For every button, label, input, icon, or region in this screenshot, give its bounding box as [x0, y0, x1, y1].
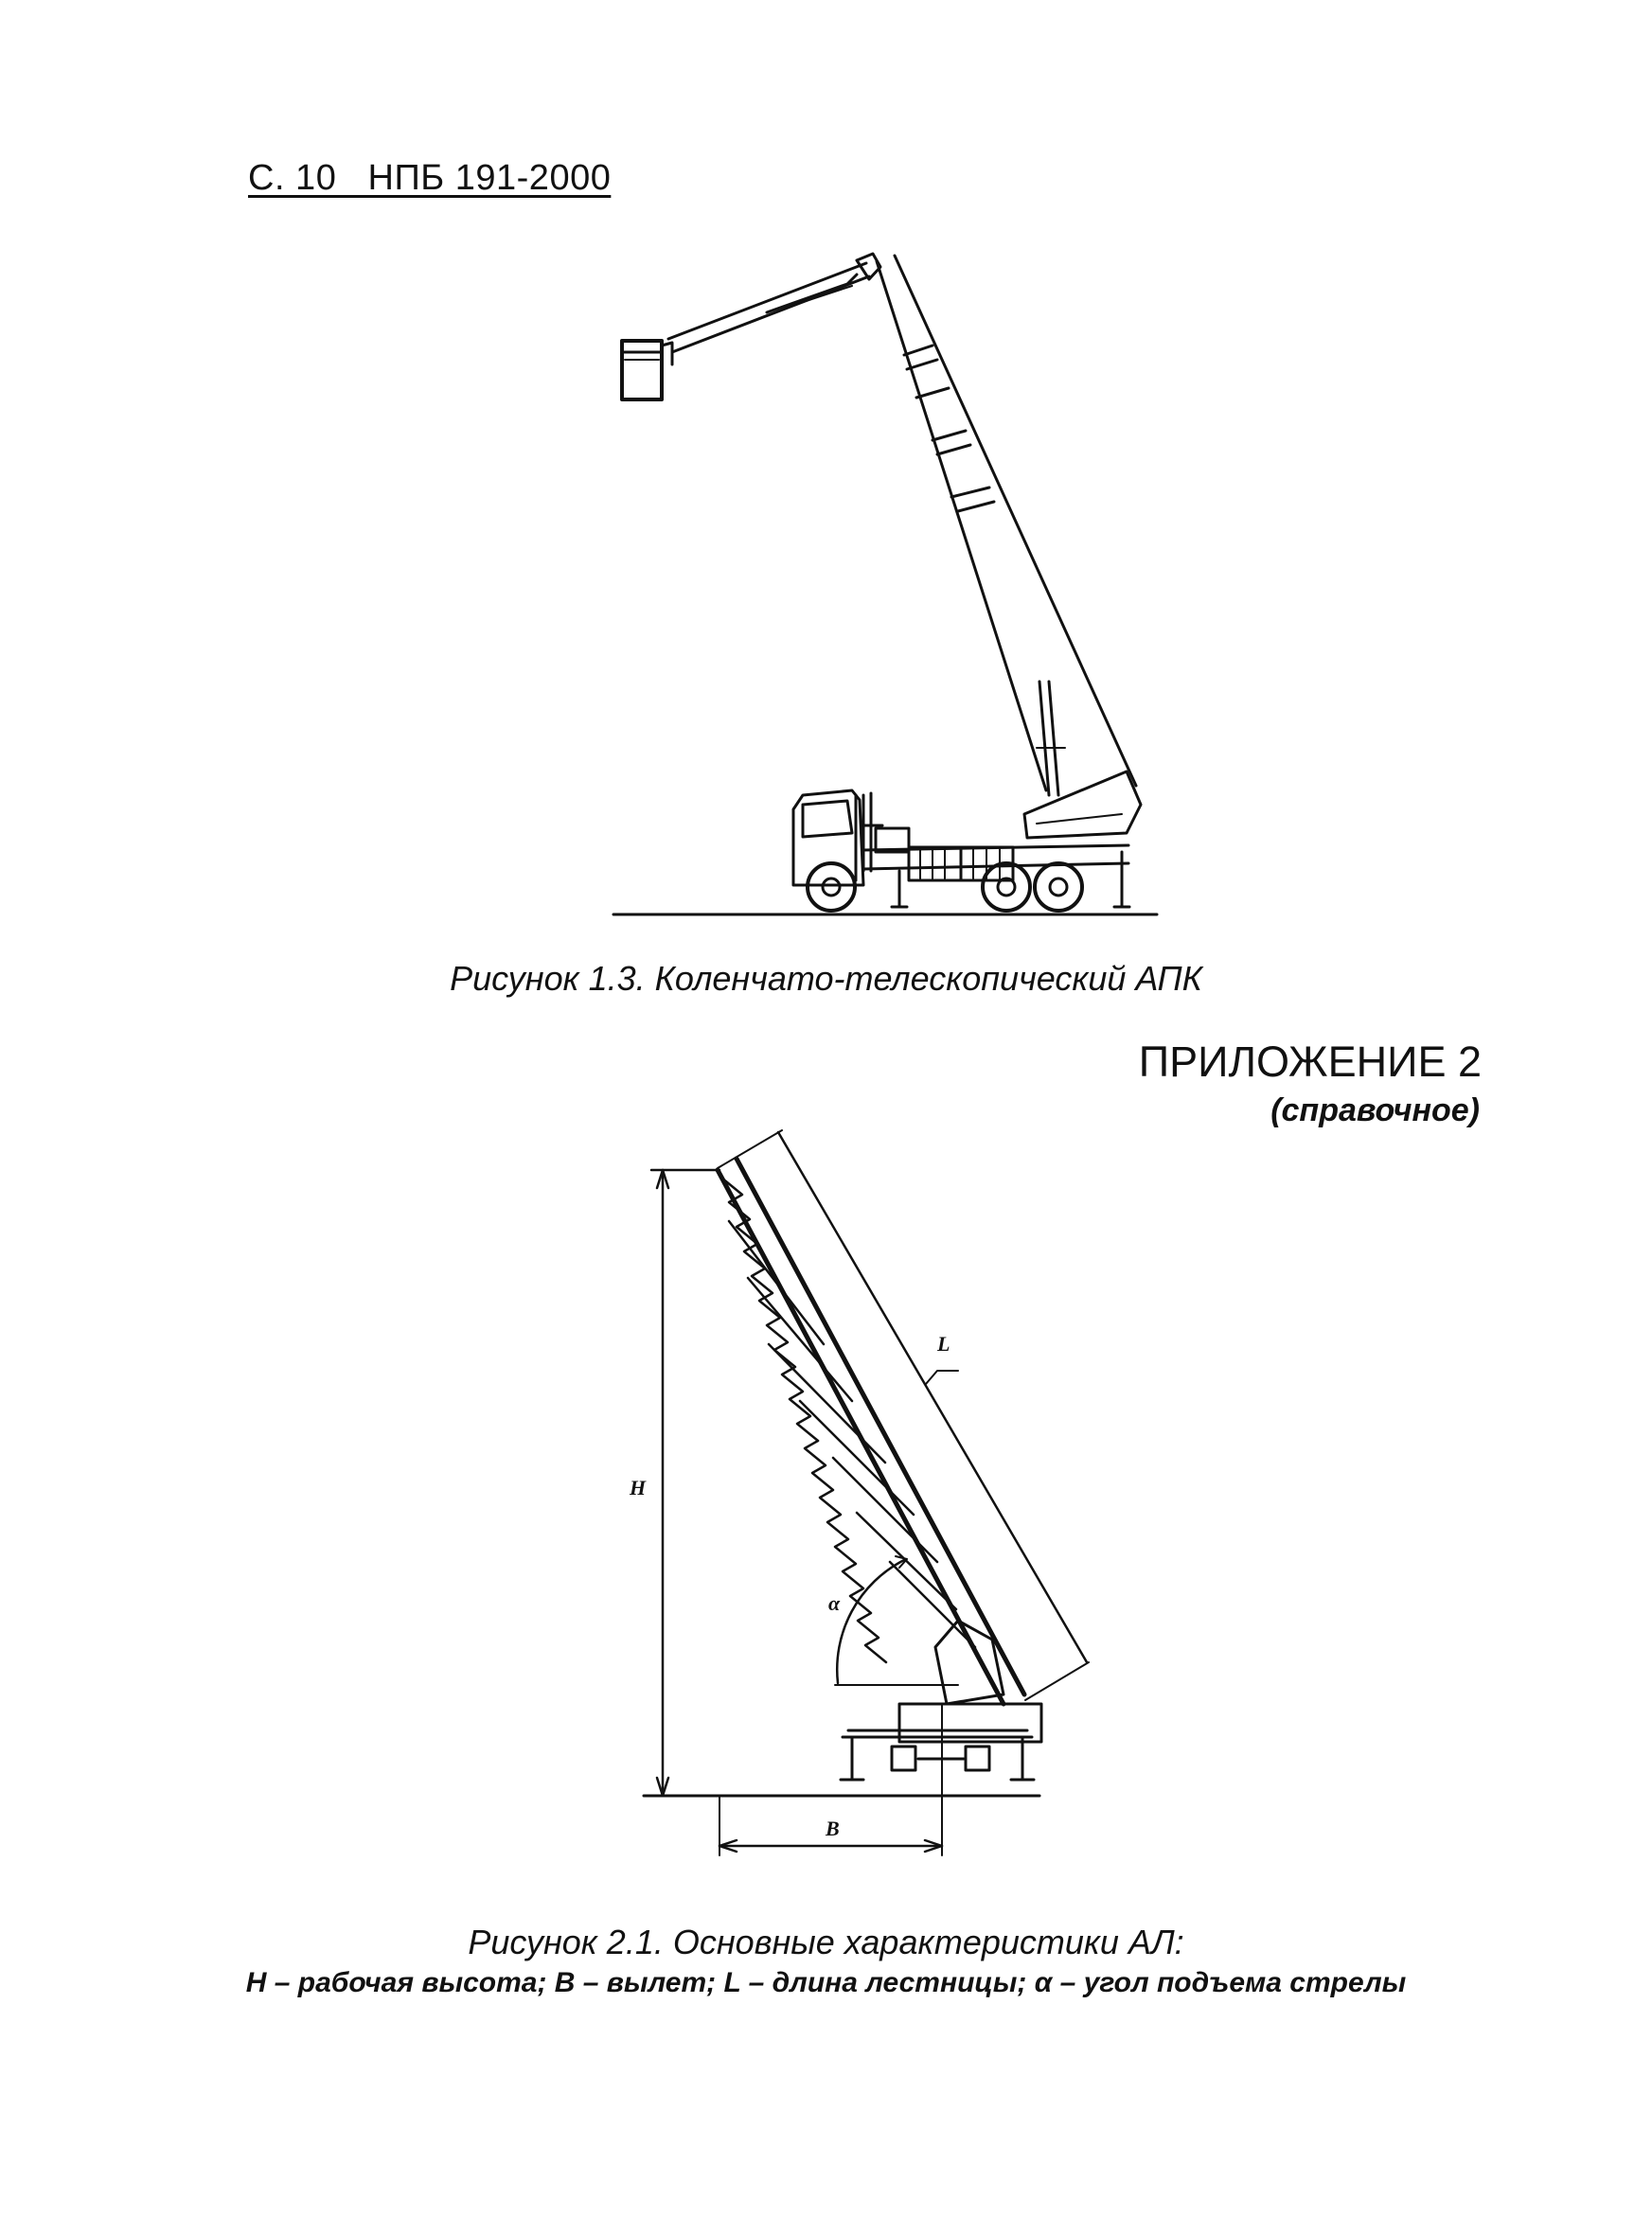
- appendix-subtitle: (справочное): [1270, 1092, 1480, 1128]
- dimension-label-b: B: [826, 1817, 840, 1840]
- dimension-label-alpha: α: [828, 1591, 841, 1615]
- figure-2-1-caption: Рисунок 2.1. Основные характеристики АЛ:: [468, 1923, 1184, 1961]
- dimension-label-h: H: [630, 1476, 647, 1499]
- dimension-label-l: L: [937, 1332, 950, 1356]
- page-header: С. 10 НПБ 191-2000: [248, 158, 612, 198]
- figure-1-3-caption: Рисунок 1.3. Коленчато-телескопический АПК: [450, 959, 1202, 998]
- appendix-title: ПРИЛОЖЕНИЕ 2: [1138, 1038, 1482, 1086]
- figure-2-1-legend: Н – рабочая высота; В – вылет; L – длина лестницы; α – угол подъема стрелы: [245, 1967, 1407, 1998]
